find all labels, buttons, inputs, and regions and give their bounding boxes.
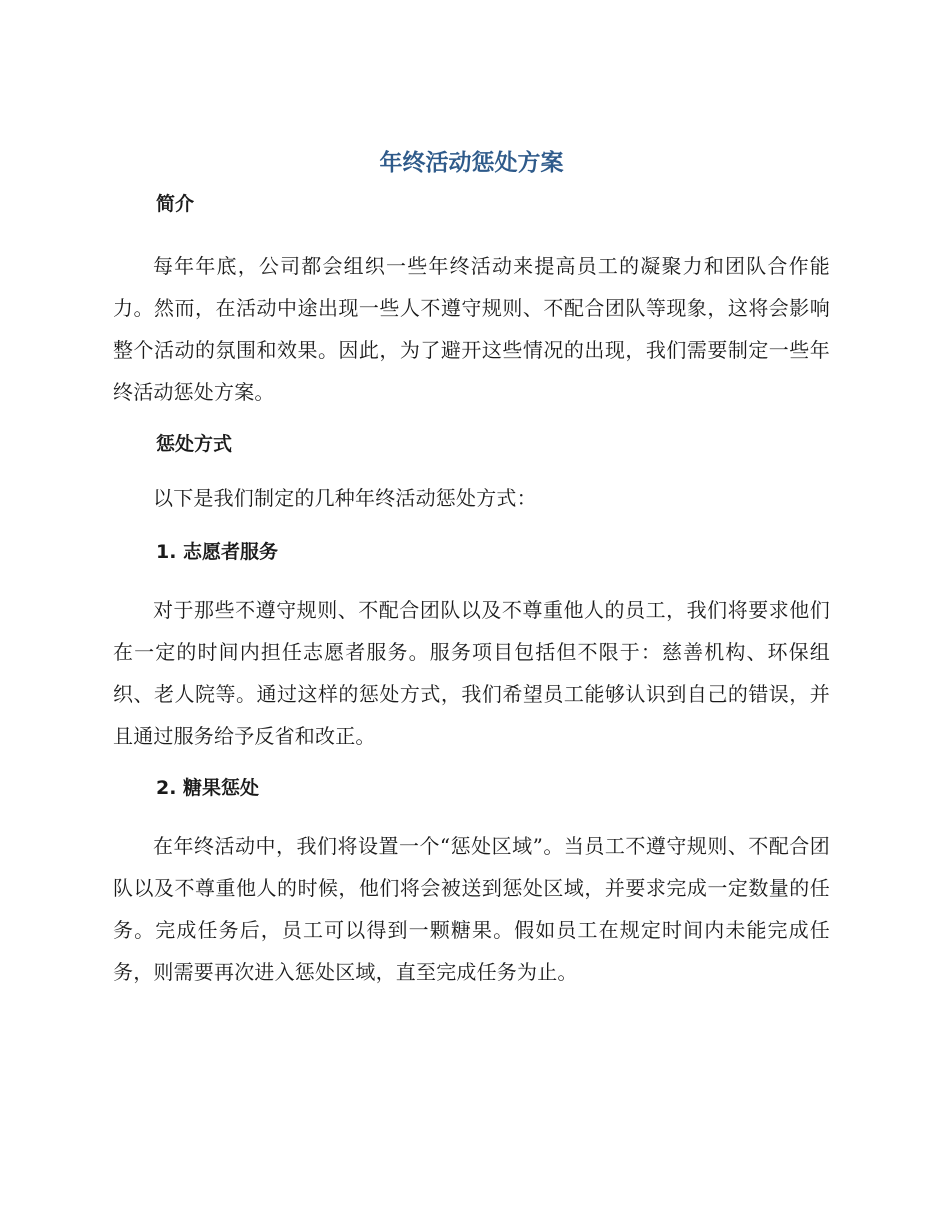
paragraph-methods: 以下是我们制定的几种年终活动惩处方式：	[153, 486, 537, 510]
paragraph-volunteer: 对于那些不遵守规则、不配合团队以及不尊重他人的员工，我们将要求他们在一定的时间内担任志愿者服务。服务项目包括但不限于：慈善机构、环保组织、老人院等。通过这样的惩处方式，我们希望员工能够认识到自己的错误，并且通过服务给予反省和改正。	[113, 598, 830, 748]
document-title: 年终活动惩处方案	[379, 150, 564, 176]
paragraph-candy: 在年终活动中，我们将设置一个“惩处区域”。当员工不遵守规则、不配合团队以及不尊重他人的时候，他们将会被送到惩处区域，并要求完成一定数量的任务。完成任务后，员工可以得到一颗糖果。假如员工在规定时间内未能完成任务，则需要再次进入惩处区域，直至完成任务为止。	[113, 834, 830, 984]
section-heading-candy: 2. 糖果惩处	[156, 777, 260, 799]
section-heading-volunteer: 1. 志愿者服务	[156, 541, 279, 563]
section-heading-methods: 惩处方式	[156, 433, 233, 455]
document-body	[113, 145, 830, 1009]
paragraph-intro: 每年年底，公司都会组织一些年终活动来提高员工的凝聚力和团队合作能力。然而，在活动中途出现一些人不遵守规则、不配合团队等现象，这将会影响整个活动的氛围和效果。因此，为了避开这些情况的出现，我们需要制定一些年终活动惩处方案。	[113, 254, 830, 404]
section-heading-intro: 简介	[156, 193, 195, 215]
